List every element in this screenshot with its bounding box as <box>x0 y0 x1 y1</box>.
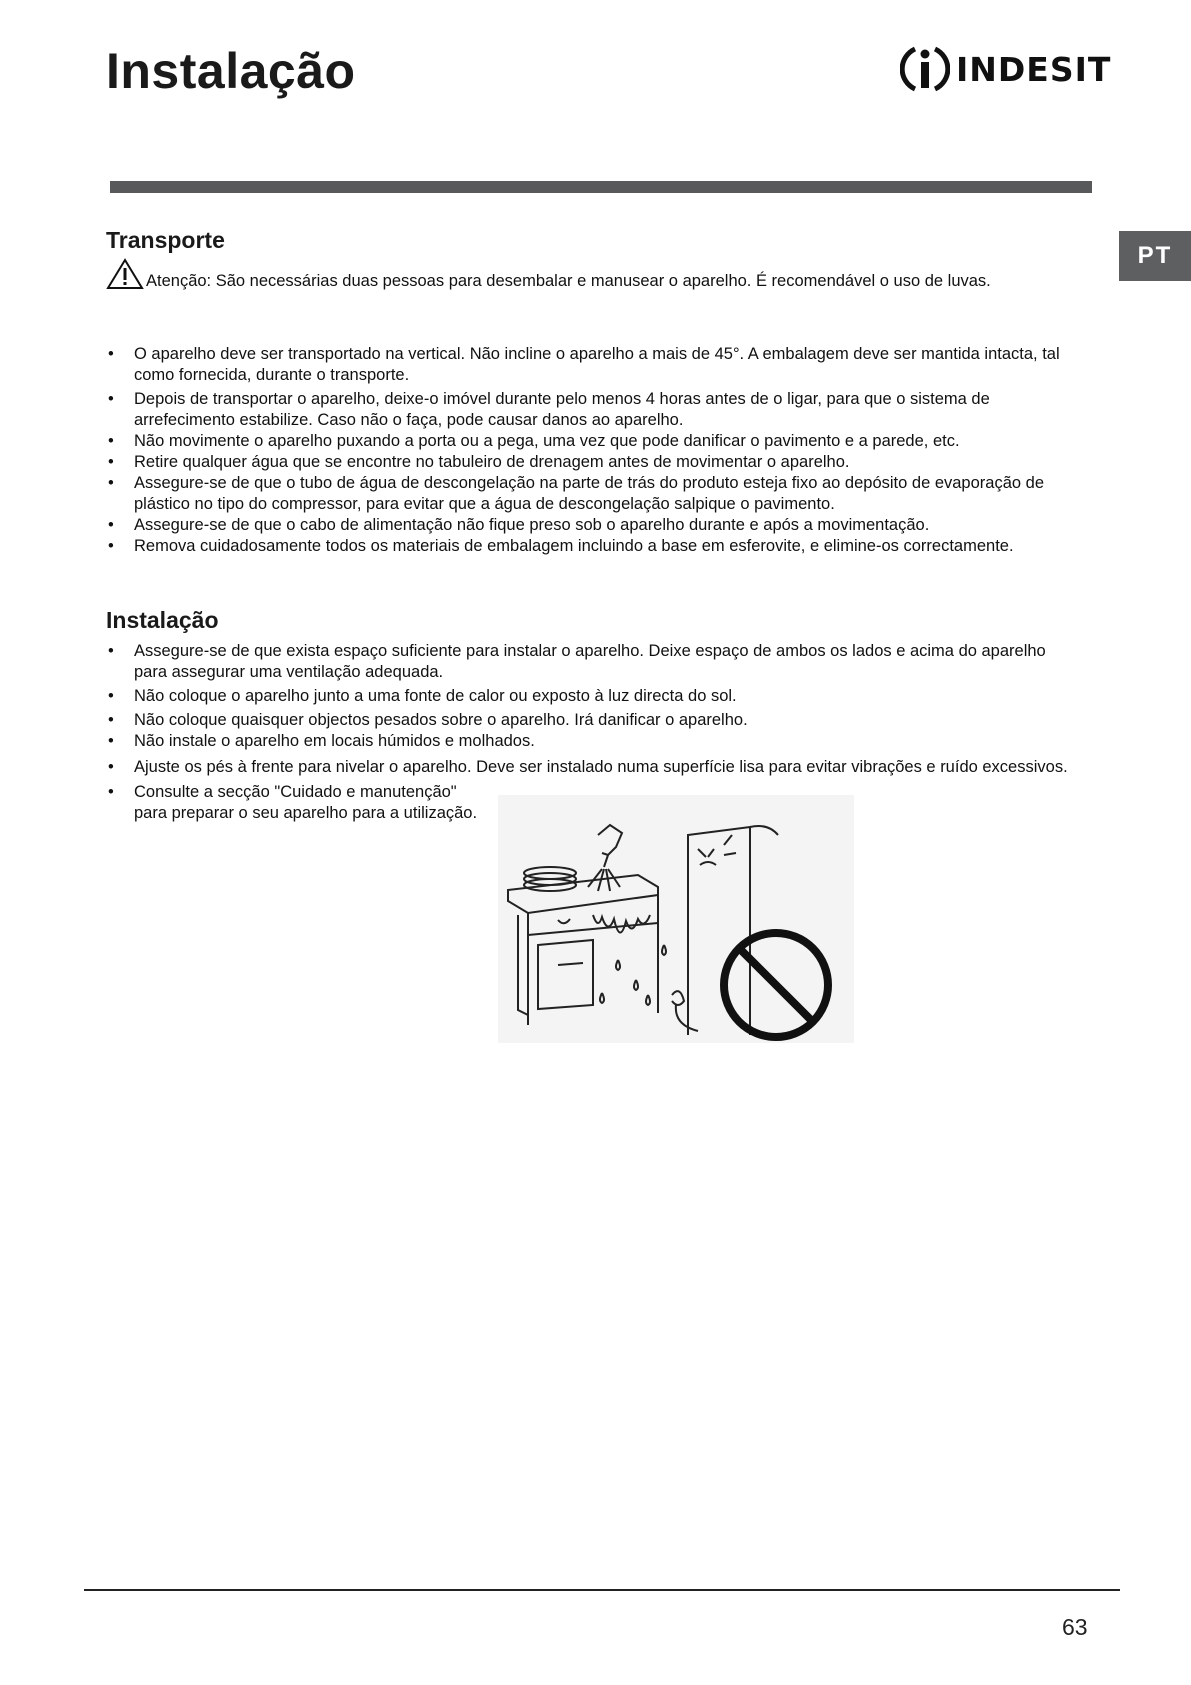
language-tab: PT <box>1119 231 1191 281</box>
warning-triangle-icon <box>106 258 144 290</box>
no-wet-location-illustration <box>498 795 854 1043</box>
list-item: • Depois de transportar o aparelho, deixe-o imóvel durante pelo menos 4 horas antes de o ligar, para que o sistema de arrefecimento estabilize. Caso não o faça, pode causar danos ao aparelho. <box>108 390 990 429</box>
list-item: • Não movimente o aparelho puxando a porta ou a pega, uma vez que pode danificar o pavimento e a parede, etc. <box>108 432 960 450</box>
list-item: • Não coloque o aparelho junto a uma fonte de calor ou exposto à luz directa do sol. <box>108 687 737 705</box>
header-divider <box>110 181 1092 193</box>
section-heading-installation: Instalação <box>106 607 219 633</box>
brand-name: INDESIT <box>956 49 1112 89</box>
transport-list <box>106 344 1076 557</box>
page-title: Instalação <box>106 43 356 99</box>
list-item: • O aparelho deve ser transportado na vertical. Não incline o aparelho a mais de 45°. A embalagem deve ser mantida intacta, tal como fornecida, durante o transporte. <box>108 345 1060 384</box>
list-item: • Assegure-se de que o tubo de água de descongelação na parte de trás do produto esteja fixo ao depósito de evaporação de plástico no tipo do compressor, para evitar que a água de descongelação salpique o pavimento. <box>108 474 1044 513</box>
list-item: • Remova cuidadosamente todos os materiais de embalagem incluindo a base em esferovite, e elimine-os correctamente. <box>108 537 1014 555</box>
brand-logo <box>900 42 1111 96</box>
warning-note <box>106 258 1066 292</box>
list-item: • Assegure-se de que exista espaço suficiente para instalar o aparelho. Deixe espaço de ambos os lados e acima do aparelho para assegurar uma ventilação adequada. <box>108 642 1046 681</box>
footer-divider <box>84 1589 1120 1591</box>
section-heading-transport: Transporte <box>106 227 225 253</box>
list-item: • Não instale o aparelho em locais húmidos e molhados. <box>108 732 535 750</box>
list-item: • Retire qualquer água que se encontre no tabuleiro de drenagem antes de movimentar o aparelho. <box>108 453 850 471</box>
list-item: • Ajuste os pés à frente para nivelar o aparelho. Deve ser instalado numa superfície lisa para evitar vibrações e ruído excessivos. <box>108 758 1068 776</box>
list-item: • Consulte a secção "Cuidado e manutenção" para preparar o seu aparelho para a utilização. <box>108 783 478 822</box>
warning-text: Atenção: São necessárias duas pessoas para desembalar e manusear o aparelho. É recomendável o uso de luvas. <box>146 272 991 290</box>
indesit-i-icon <box>900 42 950 96</box>
list-item: • Assegure-se de que o cabo de alimentação não fique preso sob o aparelho durante e após a movimentação. <box>108 516 930 534</box>
list-item: • Não coloque quaisquer objectos pesados sobre o aparelho. Irá danificar o aparelho. <box>108 711 748 729</box>
page-number: 63 <box>1062 1614 1088 1640</box>
